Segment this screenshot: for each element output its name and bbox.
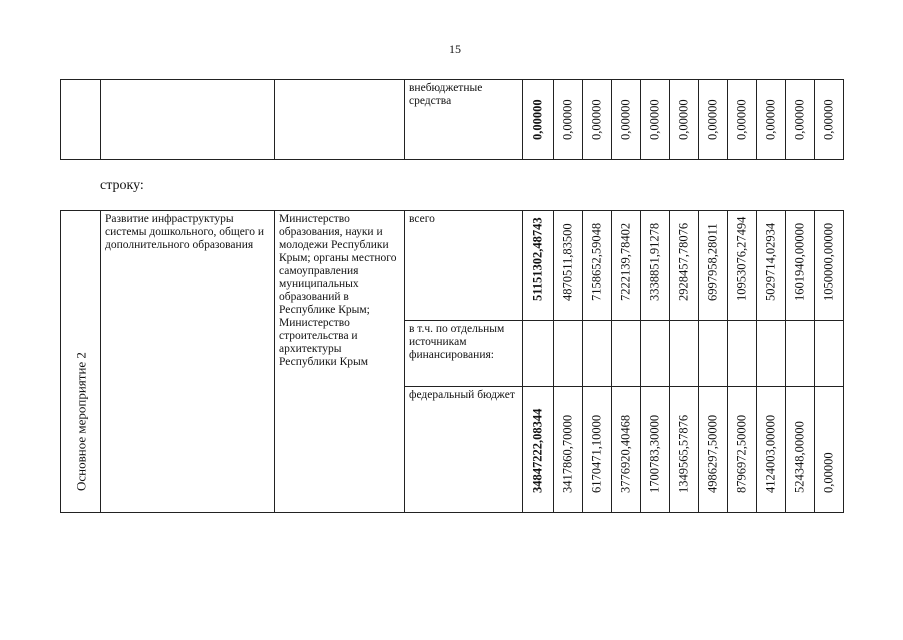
- top-value-cell: [815, 80, 844, 160]
- value-cell: [786, 211, 815, 321]
- top-value: 0,00000: [618, 99, 633, 140]
- value-cell: [670, 211, 699, 321]
- value-cell: [728, 211, 757, 321]
- value: 2928457,78076: [676, 222, 691, 301]
- value-cell: [554, 211, 583, 321]
- source-label: в т.ч. по отдельным источникам финансирования:: [409, 323, 505, 361]
- value: 1349565,57876: [676, 414, 691, 493]
- value-cell: [641, 387, 670, 513]
- top-value-cell: [583, 80, 612, 160]
- top-value-cell: [757, 80, 786, 160]
- top-value-cell: [554, 80, 583, 160]
- executors: Министерство образования, науки и молодежи Республики Крым; органы местного самоуправления муниципальных образований в Республике Крым; Министерство строительства и архитектуры Республики Крым: [279, 213, 397, 368]
- top-value-cell: [728, 80, 757, 160]
- top-value-cell: [612, 80, 641, 160]
- measure-label: Основное мероприятие 2: [73, 352, 88, 491]
- top-value: 0,00000: [821, 99, 836, 140]
- source-label: всего: [409, 213, 435, 225]
- value: 3417860,70000: [560, 414, 575, 493]
- top-source-cell: [405, 80, 523, 160]
- value: 7158652,59048: [589, 222, 604, 301]
- value-cell: [699, 211, 728, 321]
- value-cell: [583, 387, 612, 513]
- top-table: [60, 79, 844, 160]
- source-cell-federal: [405, 387, 523, 513]
- top-empty-cell-3: [275, 80, 405, 160]
- value: 524348,00000: [792, 421, 807, 493]
- value-cell: [728, 321, 757, 387]
- value-cell: [641, 321, 670, 387]
- value-cell: [699, 387, 728, 513]
- value-cell: [815, 211, 844, 321]
- page-number: 15: [449, 42, 461, 56]
- top-value: 0,00000: [560, 99, 575, 140]
- top-value-cell: [523, 80, 554, 160]
- value: 3338851,91278: [647, 222, 662, 301]
- value: 6997958,28011: [705, 223, 720, 301]
- top-value: 0,00000: [734, 99, 749, 140]
- top-value-cell: [786, 80, 815, 160]
- value-cell: [554, 387, 583, 513]
- top-value-cell: [670, 80, 699, 160]
- value: 0,00000: [821, 452, 836, 493]
- top-empty-cell-1: [61, 80, 101, 160]
- value-cell: [670, 387, 699, 513]
- value: 6170471,10000: [589, 414, 604, 493]
- value: 4124003,00000: [763, 414, 778, 493]
- top-value: 0,00000: [676, 99, 691, 140]
- value: 4870511,83500: [560, 223, 575, 301]
- measure-name-cell: [101, 211, 275, 513]
- value-cell: [670, 321, 699, 387]
- value-cell: [699, 321, 728, 387]
- intro-text: строку:: [100, 178, 144, 193]
- value-cell: [612, 321, 641, 387]
- main-table: [60, 210, 844, 513]
- top-value: 0,00000: [647, 99, 662, 140]
- value-cell: [757, 387, 786, 513]
- value-cell: [786, 321, 815, 387]
- measure-name: Развитие инфраструктуры системы дошкольного, общего и дополнительного образования: [105, 213, 265, 251]
- value-cell: [757, 211, 786, 321]
- value: 5029714,02934: [763, 222, 778, 301]
- value: 34847222,08344: [530, 408, 545, 493]
- value-cell: [583, 321, 612, 387]
- value: 1700783,30000: [647, 414, 662, 493]
- value: 51151302,48743: [530, 217, 545, 301]
- value-cell: [523, 321, 554, 387]
- value-cell: [786, 387, 815, 513]
- value: 10953076,27494: [734, 216, 749, 301]
- value-cell: [523, 387, 554, 513]
- source-label: федеральный бюджет: [409, 389, 515, 401]
- top-value: 0,00000: [589, 99, 604, 140]
- value: 1601940,00000: [792, 222, 807, 301]
- value-cell: [523, 211, 554, 321]
- top-value: 0,00000: [792, 99, 807, 140]
- executors-cell: [275, 211, 405, 513]
- top-source-label: внебюджетные средства: [409, 82, 483, 107]
- top-value: 0,00000: [530, 99, 545, 140]
- value-cell: [641, 211, 670, 321]
- top-value: 0,00000: [705, 99, 720, 140]
- source-cell-total: [405, 211, 523, 321]
- value-cell: [612, 211, 641, 321]
- value: 1050000,00000: [821, 222, 836, 301]
- value-cell: [815, 321, 844, 387]
- measure-label-cell: [61, 211, 101, 513]
- top-value-cell: [699, 80, 728, 160]
- value-cell: [583, 211, 612, 321]
- value: 3776920,40468: [618, 414, 633, 493]
- value-cell: [815, 387, 844, 513]
- value: 7222139,78402: [618, 222, 633, 301]
- value: 4986297,50000: [705, 414, 720, 493]
- top-empty-cell-2: [101, 80, 275, 160]
- value-cell: [728, 387, 757, 513]
- top-value-cell: [641, 80, 670, 160]
- value-cell: [757, 321, 786, 387]
- value-cell: [612, 387, 641, 513]
- top-value: 0,00000: [763, 99, 778, 140]
- value: 8796972,50000: [734, 414, 749, 493]
- value-cell: [554, 321, 583, 387]
- source-cell-breakdown: [405, 321, 523, 387]
